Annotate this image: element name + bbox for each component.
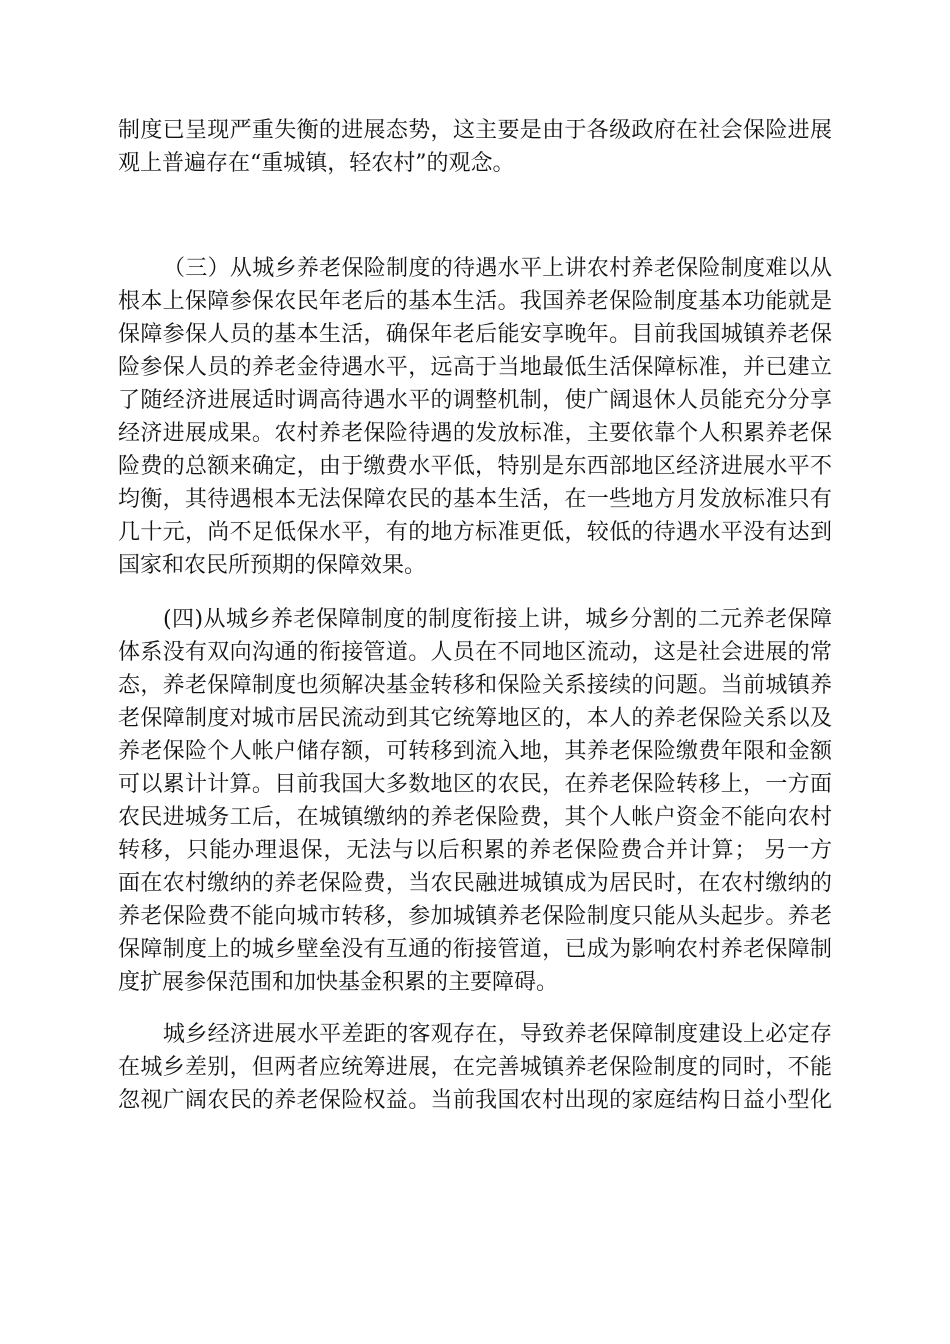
text-line: 转移，只能办理退保，无法与以后积累的养老保险费合并计算； 另一方 xyxy=(118,838,832,863)
text-line: 国家和农民所预期的保障效果。 xyxy=(118,553,427,578)
text-line: 保障参保人员的基本生活，确保年老后能安享晚年。目前我国城镇养老保 xyxy=(118,322,832,347)
text-line: 险参保人员的养老金待遇水平，远高于当地最低生活保障标准，并已建立 xyxy=(118,355,832,380)
text-line: （三）从城乡养老保险制度的待遇水平上讲农村养老保险制度难以从 xyxy=(163,256,832,281)
paragraph-continuation xyxy=(118,114,832,180)
text-line: 可以累计计算。目前我国大多数地区的农民，在养老保险转移上，一方面 xyxy=(118,772,832,797)
text-line: 险费的总额来确定，由于缴费水平低，特别是东西部地区经济进展水平不 xyxy=(118,454,832,479)
text-line: 经济进展成果。农村养老保险待遇的发放标准，主要依靠个人积累养老保 xyxy=(118,421,832,446)
text-line: 了随经济进展适时调高待遇水平的调整机制，使广阔退休人员能充分分享 xyxy=(118,388,832,413)
text-line: 老保障制度对城市居民流动到其它统筹地区的，本人的养老保险关系以及 xyxy=(118,706,832,731)
text-line: (四)从城乡养老保障制度的制度衔接上讲，城乡分割的二元养老保障 xyxy=(163,607,832,632)
paragraph-section-4 xyxy=(118,603,832,999)
text-line: 几十元，尚不足低保水平，有的地方标准更低，较低的待遇水平没有达到 xyxy=(118,520,832,545)
text-line: 体系没有双向沟通的衔接管道。人员在不同地区流动，这是社会进展的常 xyxy=(118,640,832,665)
text-line: 均衡，其待遇根本无法保障农民的基本生活，在一些地方月发放标准只有 xyxy=(118,487,832,512)
paragraph-conclusion xyxy=(118,1018,832,1117)
text-line: 观上普遍存在“重城镇，轻农村”的观念。 xyxy=(118,151,515,176)
text-line: 城乡经济进展水平差距的客观存在，导致养老保障制度建设上必定存 xyxy=(163,1022,832,1047)
text-line: 养老保险个人帐户储存额，可转移到流入地，其养老保险缴费年限和金额 xyxy=(118,739,832,764)
text-line: 保障制度上的城乡壁垒没有互通的衔接管道，已成为影响农村养老保障制 xyxy=(118,937,832,962)
text-line: 农民进城务工后，在城镇缴纳的养老保险费，其个人帐户资金不能向农村 xyxy=(118,805,832,830)
text-line: 根本上保障参保农民年老后的基本生活。我国养老保险制度基本功能就是 xyxy=(118,289,832,314)
text-line: 忽视广阔农民的养老保险权益。当前我国农村出现的家庭结构日益小型化 xyxy=(118,1088,832,1113)
text-line: 度扩展参保范围和加快基金积累的主要障碍。 xyxy=(118,970,559,995)
text-line: 态，养老保障制度也须解决基金转移和保险关系接续的问题。当前城镇养 xyxy=(118,673,832,698)
text-line: 在城乡差别，但两者应统筹进展，在完善城镇养老保险制度的同时，不能 xyxy=(118,1055,832,1080)
text-line: 面在农村缴纳的养老保险费，当农民融进城镇成为居民时，在农村缴纳的 xyxy=(118,871,832,896)
text-line: 制度已呈现严重失衡的进展态势，这主要是由于各级政府在社会保险进展 xyxy=(118,118,832,143)
text-line: 养老保险费不能向城市转移，参加城镇养老保险制度只能从头起步。养老 xyxy=(118,904,832,929)
paragraph-section-3 xyxy=(118,252,832,582)
